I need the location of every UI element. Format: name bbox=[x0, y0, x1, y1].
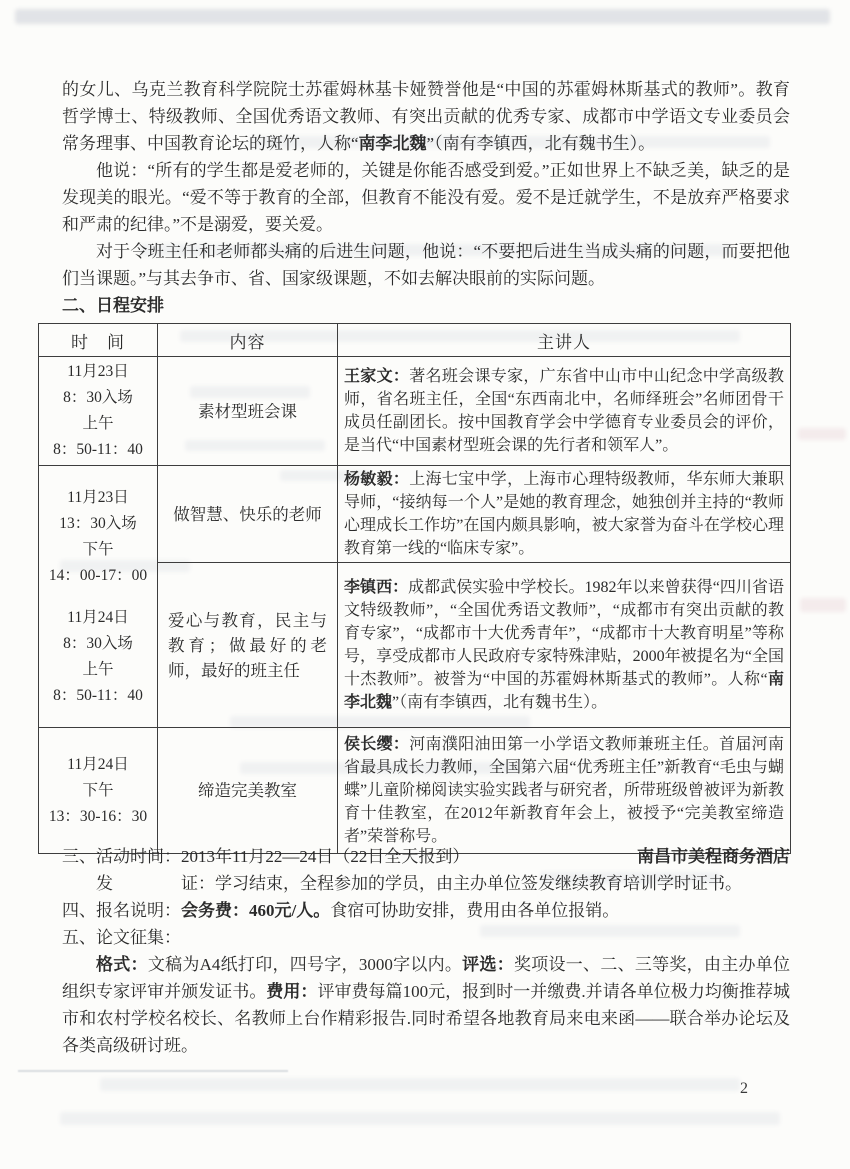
papers-fee-text: 评审费每篇100元，报到时一并缴费.并请各单位极力均衡推荐城市和农村学校名校长、名教师上台作精彩报告.同时希望各地教育局来电来函——联合举办论坛及各类高级研讨班。 bbox=[62, 982, 791, 1055]
papers-fee-label: 费用： bbox=[266, 982, 318, 1001]
speaker-cell bbox=[338, 466, 791, 563]
activity-time-text bbox=[62, 843, 469, 870]
papers-award-text: 奖项设一、二、三等奖，由主办单位组织专家评审并颁发证书。 bbox=[62, 955, 791, 1001]
time-cell bbox=[39, 357, 158, 466]
intro-text-block bbox=[62, 76, 790, 319]
table-row bbox=[39, 466, 791, 563]
registration-line bbox=[62, 897, 790, 924]
speaker-name: 王家文： bbox=[344, 368, 410, 385]
time-block bbox=[45, 752, 151, 830]
table-header-row bbox=[39, 324, 791, 357]
papers-details bbox=[62, 951, 790, 1059]
topic-cell: 素材型班会课 bbox=[158, 357, 338, 466]
session-hours: 13：30-16：30 bbox=[48, 807, 148, 825]
session-hours: 8：50-11：40 bbox=[53, 441, 143, 458]
paragraph-text: ”（南有李镇西，北有魏书生）。 bbox=[426, 134, 656, 153]
registration-text: 食宿可协助安排，费用由各单位报销。 bbox=[330, 901, 620, 920]
session-entry-time: 8：30入场 bbox=[63, 634, 133, 652]
scan-smudge bbox=[798, 428, 846, 440]
session-hours: 8：50-11：40 bbox=[53, 686, 143, 704]
scan-smudge bbox=[15, 9, 830, 24]
session-period: 上午 bbox=[82, 415, 114, 432]
time-block bbox=[45, 605, 151, 709]
speaker-cell bbox=[338, 357, 791, 466]
scan-smudge bbox=[100, 1078, 740, 1091]
speaker-bio: ”（南有李镇西，北有魏书生）。 bbox=[392, 694, 608, 711]
registration-label: 四、报名说明： bbox=[62, 901, 181, 920]
speaker-name: 杨敏毅： bbox=[344, 471, 410, 488]
speaker-cell bbox=[338, 563, 791, 728]
session-entry-time: 8：30入场 bbox=[63, 389, 133, 406]
session-date: 11月24日 bbox=[67, 608, 129, 626]
session-hours: 14：00-17：00 bbox=[48, 566, 148, 584]
speaker-bio: 成都武侯实验中学校长。1982年以来曾获得“四川省语文特级教师”，“全国优秀语文教师”，“成都市有突出贡献的教育专家”，“成都市十大优秀青年”，“成都市十大教育明星”等称号，享受成都市人民政府专家特殊津贴，2000年被提名为“全国十杰教师”。被誉为“中国的苏霍姆林斯基式的教师”。人称“ bbox=[344, 579, 784, 688]
info-sections bbox=[62, 843, 790, 1059]
paragraph-bold-text: 南李北魏 bbox=[358, 134, 427, 153]
paragraph-quote-students: 对于令班主任和老师都头痛的后进生问题，他说：“不要把后进生当成头痛的问题，而要把他们当课题。”与其去争市、省、国家级课题，不如去解决眼前的实际问题。 bbox=[62, 242, 790, 288]
schedule-heading: 二、日程安排 bbox=[62, 296, 164, 315]
speaker-bio-bold: 南李北魏 bbox=[344, 671, 784, 711]
activity-dates: 2013年11月22—24日（22日全天报到） bbox=[181, 847, 470, 866]
column-header-time: 时 间 bbox=[39, 324, 158, 357]
time-block bbox=[45, 485, 151, 589]
certificate-text: 学习结束，全程参加的学员，由主办单位签发继续教育培训学时证书。 bbox=[215, 874, 742, 893]
activity-time-label: 三、活动时间： bbox=[62, 847, 181, 866]
papers-format-text: 文稿为A4纸打印，四号字，3000字以内。 bbox=[147, 955, 463, 974]
speaker-bio: 河南濮阳油田第一小学语文教师兼班主任。首届河南省最具成长力教师，全国第六届“优秀班主任”新教育“毛虫与蝴蝶”儿童阶梯阅读实验实践者与研究者，所带班级曾被评为新教育十佳教室，在2012年新教育年会上，被授予“完美教室缔造者”荣誉称号。 bbox=[344, 736, 784, 845]
paragraph-quote-love: 他说：“所有的学生都是爱老师的，关键是你能否感受到爱。”正如世界上不缺乏美，缺乏的是发现美的眼光。“爱不等于教育的全部，但教育不能没有爱。爱不是迁就学生，不是放弃严格要求和严肃的纪律。”不是溺爱，要关爱。 bbox=[62, 161, 790, 234]
speaker-name: 侯长缨： bbox=[344, 736, 410, 753]
column-header-speaker: 主讲人 bbox=[338, 324, 791, 357]
session-period: 上午 bbox=[82, 660, 114, 678]
papers-award-label: 评选： bbox=[462, 955, 514, 974]
time-cell bbox=[39, 728, 158, 854]
speaker-name: 李镇西： bbox=[344, 579, 409, 596]
table-row bbox=[39, 728, 791, 854]
certificate-label: 发 证： bbox=[96, 874, 215, 893]
session-date: 11月23日 bbox=[67, 488, 129, 506]
topic-cell: 缔造完美教室 bbox=[158, 728, 338, 854]
session-entry-time: 13：30入场 bbox=[59, 514, 137, 532]
activity-time-line bbox=[62, 843, 790, 870]
session-date: 11月24日 bbox=[67, 755, 129, 773]
registration-fee: 会务费：460元/人。 bbox=[181, 901, 331, 920]
schedule-table bbox=[38, 323, 791, 854]
session-date: 11月23日 bbox=[67, 363, 129, 380]
scan-smudge bbox=[800, 598, 846, 612]
session-period: 下午 bbox=[82, 540, 114, 558]
certificate-line bbox=[62, 870, 790, 897]
paragraph-text: 的女儿、乌克兰教育科学院院士苏霍姆林基卡娅赞誉他是“中国的苏霍姆林斯基式的教师”。教育哲学博士、特级教师、全国优秀语文教师、有突出贡献的优秀专家、成都市中学语文专业委员会常务理事、中国教育论坛的斑竹，人称“ bbox=[62, 80, 790, 153]
scan-smudge bbox=[60, 1112, 780, 1125]
venue-name: 南昌市美程商务酒店 bbox=[637, 847, 790, 866]
column-header-topic: 内容 bbox=[158, 324, 338, 357]
papers-heading-line: 五、论文征集： bbox=[62, 928, 181, 947]
topic-cell: 爱心与教育，民主与教育；做最好的老师，最好的班主任 bbox=[158, 563, 338, 728]
scan-line bbox=[18, 1070, 288, 1072]
speaker-cell bbox=[338, 728, 791, 854]
table-row bbox=[39, 357, 791, 466]
papers-format-label: 格式： bbox=[96, 955, 148, 974]
topic-cell: 做智慧、快乐的老师 bbox=[158, 466, 338, 563]
session-period: 下午 bbox=[82, 781, 114, 799]
paragraph-bio bbox=[62, 76, 790, 157]
speaker-bio: 著名班会课专家，广东省中山市中山纪念中学高级教师，省名班主任，全国“东西南北中，名师绎班会”名师团骨干成员任副团长。按中国教育学会中学德育专业委员会的评价，是当代“中国素材型班会课的先行者和领军人”。 bbox=[344, 368, 784, 454]
page-number: 2 bbox=[740, 1080, 748, 1097]
speaker-bio: 上海七宝中学，上海市心理特级教师，华东师大兼职导师，“接纳每一个人”是她的教育理念，她独创并主持的“教师心理成长工作坊”在国内颇具影响，被大家誉为奋斗在学校心理教育第一线的“临床专家”。 bbox=[344, 471, 784, 557]
time-cell-merged bbox=[39, 466, 158, 728]
time-block bbox=[45, 359, 151, 463]
